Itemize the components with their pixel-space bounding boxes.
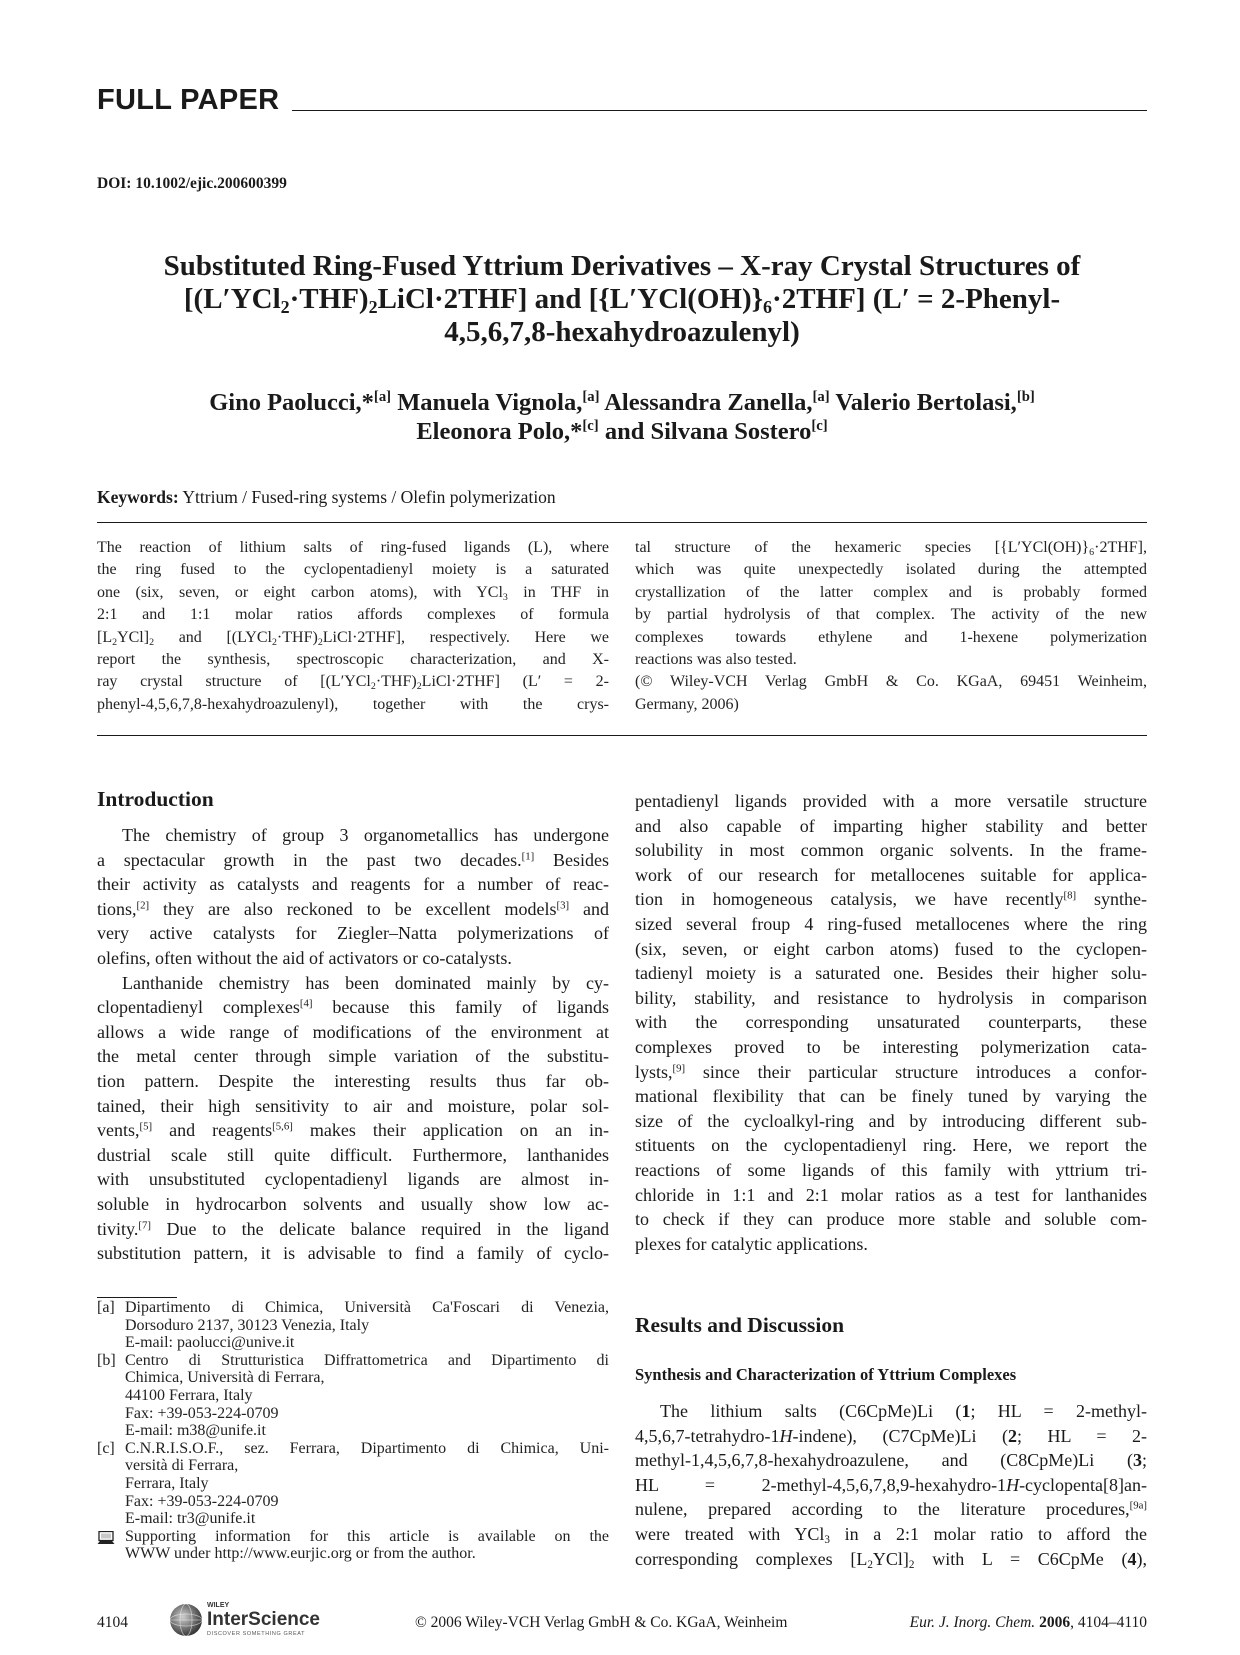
footnote-line: Ferrara, Italy: [125, 1474, 209, 1492]
footnote-tag: [b]: [97, 1351, 116, 1369]
body-line: Lanthanide chemistry has been dominated mainly by cy-: [122, 972, 609, 993]
body-line: HL = 2-methyl-4,5,6,7,8,9-hexahydro-1H-cyclopenta[8]an-: [635, 1474, 1147, 1495]
body-line: tivity.[7] Due to the delicate balance required in the ligand: [97, 1218, 609, 1239]
abstract-line: by partial hydrolysis of that complex. The activity of the new: [635, 606, 1147, 624]
body-line: pentadienyl ligands provided with a more versatile structure: [635, 791, 1147, 811]
abstract-line: phenyl-4,5,6,7,8-hexahydroazulenyl), together with the crys-: [97, 695, 609, 713]
body-line: bility, stability, and resistance to hydrolysis in comparison: [635, 987, 1147, 1008]
footnote-line: Centro di Strutturistica Diffrattometrica and Dipartimento di: [125, 1351, 609, 1369]
body-line: The chemistry of group 3 organometallics has undergone: [122, 825, 609, 845]
body-line: mational flexibility that can be finely tuned by varying the: [635, 1086, 1147, 1107]
abstract-line: reactions was also tested.: [635, 651, 797, 669]
abstract-line: which was quite unexpectedly isolated during the attempted: [635, 561, 1147, 579]
supporting-info-note: [97, 1528, 609, 1563]
body-line: stituents on the cyclopentadienyl ring. Here, we report the: [635, 1135, 1147, 1156]
title-line-2: $[(L'YCl_2\cdot THF)_2LiCl\cdot 2THF]$ and $[\{L'YCl(OH)\}_6\cdot 2THF] (L'$ = 2-Phenyl-: [183, 283, 1061, 318]
body-line: chloride in 1:1 and 2:1 molar ratios as a test for lanthanides: [635, 1184, 1147, 1205]
footnote-line: Fax: +39-053-224-0709: [125, 1404, 279, 1422]
results-text: [635, 1399, 1147, 1571]
introduction-left-text: [97, 823, 609, 1266]
body-line: soluble in hydrocarbon solvents and usually show low ac-: [97, 1193, 609, 1214]
abstract-line: ray crystal structure of $[(L'YCl_2\cdot THF)_2LiCl\cdot 2THF] (L' = 2-$: [97, 673, 610, 693]
svg-text:DISCOVER SOMETHING GREAT: DISCOVER SOMETHING GREAT: [207, 1631, 306, 1637]
footnote-line: 44100 Ferrara, Italy: [125, 1386, 253, 1404]
footnote-line: E-mail: m38@unife.it: [125, 1422, 266, 1440]
abstract-line: report the synthesis, spectroscopic characterization, and X-: [97, 651, 609, 669]
body-line: lysts,[9] since their particular structure introduces a confor-: [635, 1061, 1147, 1082]
article-title: [97, 250, 1147, 349]
results-heading: Results and Discussion: [635, 1313, 845, 1337]
footnote-b: [97, 1352, 609, 1440]
body-line: nulene, prepared according to the literature procedures,[9a]: [635, 1499, 1147, 1520]
body-line: reactions of some ligands of this family with yttrium tri-: [635, 1159, 1147, 1180]
body-line: with unsubstituted cyclopentadienyl ligands are almost in-: [97, 1169, 609, 1190]
results-subheading: Synthesis and Characterization of Yttrium Complexes: [635, 1365, 1017, 1384]
abstract-line: $[L_2YCl]_2$ and $[(LYCl_2\cdot THF)_2LiCl\cdot 2THF]$, respectively. Here we: [97, 628, 609, 648]
body-line: size of the cycloalkyl-ring and by introducing different sub-: [635, 1110, 1147, 1131]
body-line: allows a wide range of modifications of the environment at: [97, 1021, 609, 1042]
body-line: (six, seven, or eight carbon atoms) fused to the cyclopen-: [635, 938, 1147, 959]
abstract-line: crystallization of the latter complex and is probably formed: [635, 583, 1147, 601]
body-line: The lithium salts (C6CpMe)Li (1; HL = 2-methyl-: [660, 1401, 1147, 1421]
footnote-a: [97, 1299, 609, 1352]
body-line: their activity as catalysts and reagents for a number of reac-: [97, 874, 609, 895]
svg-text:WILEY: WILEY: [207, 1602, 230, 1609]
authors-line-2: Eleonora Polo,*[c] and Silvana Sostero[c]: [416, 417, 828, 445]
authors-line-1: Gino Paolucci,*[a] Manuela Vignola,[a] Alessandra Zanella,[a] Valerio Bertolasi,[b]: [209, 388, 1035, 416]
footnote-line: Dorsoduro 2137, 30123 Venezia, Italy: [125, 1316, 370, 1334]
abstract-line: (© Wiley-VCH Verlag GmbH & Co. KGaA, 69451 Weinheim,: [635, 673, 1147, 691]
body-line: and also capable of imparting higher stability and better: [635, 815, 1147, 836]
abstract-line: one (six, seven, or eight carbon atoms), with YCl$_3$ in THF in: [97, 583, 610, 603]
introduction-heading: Introduction: [97, 787, 214, 811]
footnote-line: Chimica, Università di Ferrara,: [125, 1369, 325, 1387]
footnote-line: versità di Ferrara,: [125, 1457, 239, 1475]
title-line-1: Substituted Ring-Fused Yttrium Derivatives – X-ray Crystal Structures of: [163, 250, 1081, 282]
journal-name: Eur. J. Inorg. Chem.: [909, 1614, 1036, 1631]
journal-year: 2006: [1039, 1614, 1071, 1631]
abstract-line: Germany, 2006): [635, 695, 739, 713]
footnote-tag: [a]: [97, 1299, 115, 1316]
body-line: methyl-1,4,5,6,7,8-hexahydroazulene, and (C8CpMe)Li (3;: [635, 1450, 1147, 1471]
abstract-bottom-rule: [97, 735, 1147, 736]
page-number: 4104: [97, 1614, 128, 1631]
footnote-rule: [97, 1297, 177, 1298]
body-line: tion pattern. Despite the interesting results thus far ob-: [97, 1070, 609, 1091]
body-line: to check if they can produce more stable and soluble com-: [635, 1209, 1147, 1230]
footnote-line: E-mail: paolucci@unive.it: [125, 1334, 295, 1352]
footnote-line: E-mail: tr3@unife.it: [125, 1510, 256, 1528]
supporting-info-line: WWW under http://www.eurjic.org or from the author.: [125, 1545, 476, 1563]
supporting-info-line: Supporting information for this article is available on the: [125, 1527, 609, 1545]
journal-reference: [910, 1614, 1147, 1632]
introduction-right-text: [635, 789, 1147, 1256]
footnote-line: C.N.R.I.S.O.F., sez. Ferrara, Dipartimento di Chimica, Uni-: [125, 1439, 609, 1457]
footnote-tag: [c]: [97, 1439, 115, 1457]
keywords-label: Keywords:: [97, 487, 179, 507]
body-line: tion in homogeneous catalysis, we have recently[8] synthe-: [635, 889, 1147, 910]
body-line: corresponding complexes $[L_2YCl]_2$ with L = C6CpMe (4),: [635, 1548, 1147, 1571]
abstract-left-column: [97, 537, 609, 716]
page-footer: [97, 1602, 1147, 1637]
wiley-interscience-logo: [167, 1598, 347, 1638]
footnote-line: Fax: +39-053-224-0709: [125, 1492, 279, 1510]
body-line: very active catalysts for Ziegler–Natta polymerizations of: [97, 923, 609, 944]
keywords-text: Yttrium / Fused-ring systems / Olefin polymerization: [182, 487, 556, 507]
abstract-line: The reaction of lithium salts of ring-fused ligands (L), where: [97, 539, 609, 556]
body-line: vents,[5] and reagents[5,6] makes their application on an in-: [97, 1120, 609, 1141]
author-list: [97, 388, 1147, 446]
computer-icon: [97, 1531, 115, 1550]
body-line: complexes proved to be interesting polymerization cata-: [635, 1036, 1147, 1057]
body-line: were treated with YCl$_3$ in a 2:1 molar ratio to afford the: [635, 1523, 1147, 1547]
body-line: plexes for catalytic applications.: [635, 1233, 868, 1254]
abstract-top-rule: [97, 522, 1147, 523]
footnote-c: [97, 1440, 609, 1528]
body-line: work of our research for metallocenes suitable for applica-: [635, 864, 1147, 885]
body-line: substitution pattern, it is advisable to find a family of cyclo-: [97, 1243, 609, 1264]
journal-pages: , 4104–4110: [1070, 1614, 1147, 1631]
footnote-line: Dipartimento di Chimica, Università Ca'Foscari di Venezia,: [125, 1299, 609, 1316]
abstract-right-column: [635, 537, 1147, 716]
running-header: [97, 82, 1147, 118]
body-line: tadienyl moiety is a saturated one. Besides their higher solu-: [635, 963, 1147, 984]
doi: DOI: 10.1002/ejic.200600399: [97, 175, 287, 192]
body-line: with the corresponding unsaturated counterparts, these: [635, 1012, 1147, 1033]
abstract-line: the ring fused to the cyclopentadienyl moiety is a saturated: [97, 561, 609, 579]
section-label: FULL PAPER: [97, 82, 283, 118]
body-line: 4,5,6,7-tetrahydro-1H-indene), (C7CpMe)Li (2; HL = 2-: [635, 1425, 1147, 1446]
title-line-3: 4,5,6,7,8-hexahydroazulenyl): [444, 316, 800, 348]
affiliation-footnotes: [97, 1299, 609, 1563]
body-line: the metal center through simple variation of the substitu-: [97, 1046, 609, 1067]
abstract-line: 2:1 and 1:1 molar ratios affords complexes of formula: [97, 606, 609, 624]
body-line: solubility in most common organic solvents. In the frame-: [635, 840, 1147, 861]
abstract-line: tal structure of the hexameric species $[\{L'YCl(OH)\}_6\cdot 2THF]$,: [635, 539, 1147, 558]
body-line: a spectacular growth in the past two decades.[1] Besides: [97, 849, 609, 870]
body-line: dustrial scale still quite difficult. Furthermore, lanthanides: [97, 1144, 609, 1165]
body-line: sized several froup 4 ring-fused metallocenes where the ring: [635, 913, 1147, 934]
body-line: clopentadienyl complexes[4] because this family of ligands: [97, 997, 609, 1018]
svg-text:InterScience: InterScience: [207, 1609, 320, 1630]
body-line: tained, their high sensitivity to air and moisture, polar sol-: [97, 1095, 609, 1116]
copyright-notice: © 2006 Wiley-VCH Verlag GmbH & Co. KGaA, Weinheim: [415, 1614, 788, 1631]
header-rule: [292, 110, 1147, 111]
abstract-line: complexes towards ethylene and 1-hexene polymerization: [635, 628, 1147, 646]
body-line: olefins, often without the aid of activators or co-catalysts.: [97, 947, 512, 968]
keywords: [97, 487, 556, 508]
body-line: tions,[2] they are also reckoned to be excellent models[3] and: [97, 898, 609, 919]
